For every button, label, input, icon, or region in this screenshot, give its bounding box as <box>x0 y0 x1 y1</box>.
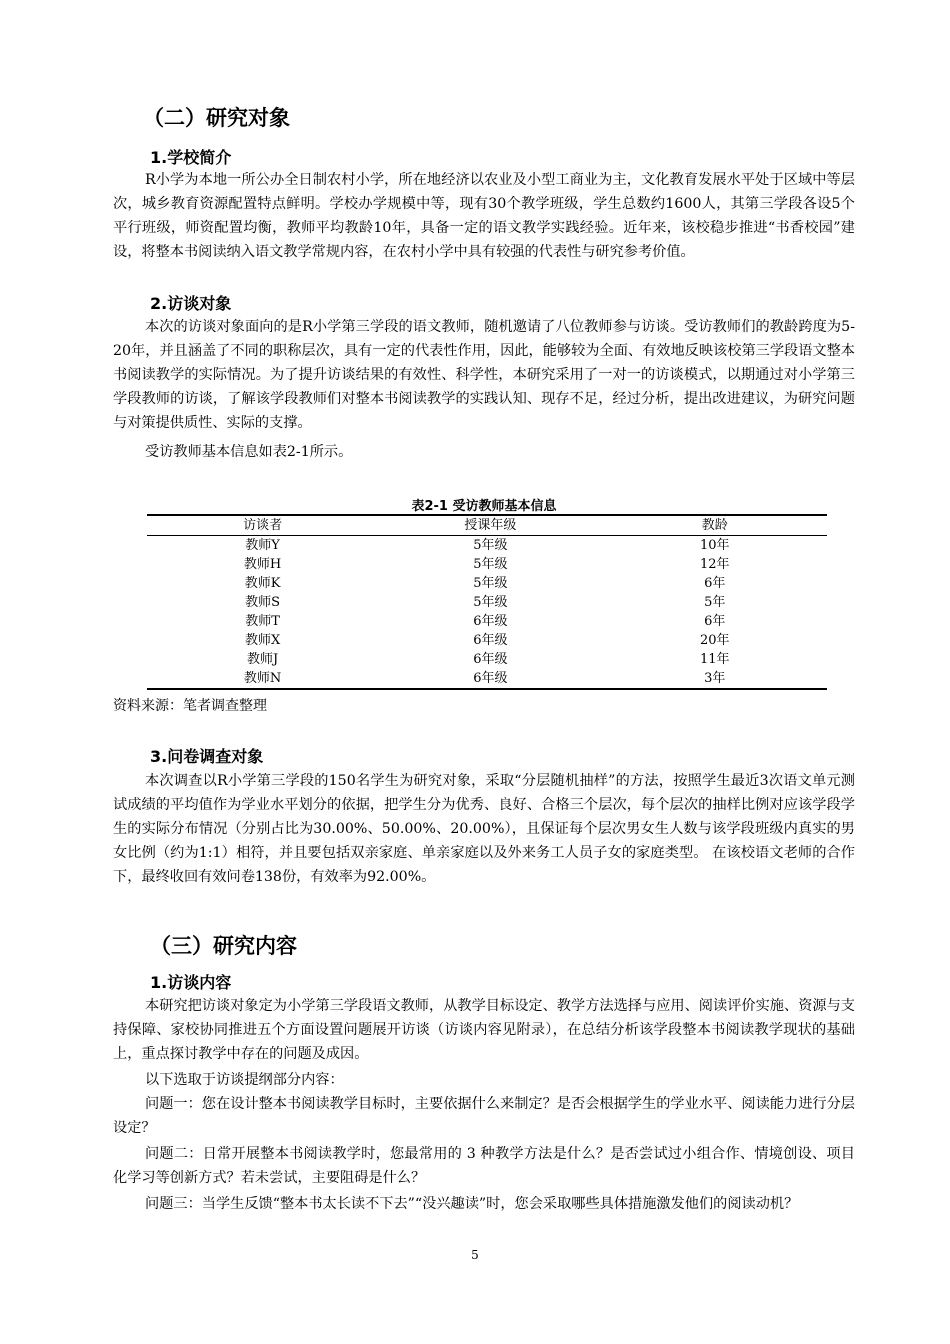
paragraph-question-2: 问题二：日常开展整本书阅读教学时，您最常用的 3 种教学方法是什么？是否尝试过小组合作、情境创设、项目化学习等创新方式？若未尝试，主要阻碍是什么？ <box>113 1146 855 1186</box>
cell-interviewee: 教师T <box>245 614 280 629</box>
subheading-school-intro: 1.学校简介 <box>150 148 232 167</box>
cell-years: 10年 <box>700 538 730 553</box>
table-caption: 表2-1 受访教师基本信息 <box>411 499 557 514</box>
cell-interviewee: 教师J <box>246 652 279 667</box>
paragraph-survey-subjects: 本次调查以R小学第三学段的150名学生为研究对象，采取“分层随机抽样”的方法，按照学生最近3次语文单元测试成绩的平均值作为学业水平划分的依据，把学生分为优秀、良好、合格三个层次，每个层次的抽样比例对应该学段学生的实际分布情况（分别占比为30.00%、50.00%、20.00%），且保证每个层次男女生人数与该学段班级内真实的男女比例（约为1:1）相符，并且要包括双亲家庭、单亲家庭以及外来务工人员子女的家庭类型。 在该校语文老师的合作下，最终收回有效问卷138份，有效率为92.00%。 <box>113 773 855 885</box>
cell-interviewee: 教师N <box>243 671 282 686</box>
table-row <box>147 669 827 689</box>
cell-grade: 5年级 <box>473 538 508 553</box>
page-number: 5 <box>471 1248 479 1262</box>
table-row <box>147 612 827 631</box>
cell-years: 5年 <box>704 595 726 610</box>
cell-grade: 6年级 <box>473 614 508 629</box>
cell-grade: 5年级 <box>473 557 508 572</box>
paragraph-school-intro: R小学为本地一所公办全日制农村小学，所在地经济以农业及小型工商业为主，文化教育发展水平处于区域中等层次，城乡教育资源配置特点鲜明。学校办学规模中等，现有30个教学班级，学生总数约1600人，其第三学段各设5个平行班级，师资配置均衡，教师平均教龄10年，具备一定的语文教学实践经验。近年来，该校稳步推进“书香校园”建设，将整本书阅读纳入语文教学常规内容，在农村小学中具有较强的代表性与研究参考价值。 <box>113 172 855 260</box>
cell-years: 3年 <box>704 671 726 686</box>
cell-grade: 6年级 <box>473 633 508 648</box>
cell-interviewee: 教师Y <box>245 538 280 553</box>
section-heading-research-content: （三）研究内容 <box>150 934 297 958</box>
section-heading-research-objects: （二）研究对象 <box>143 106 290 130</box>
table-row <box>147 536 827 556</box>
cell-interviewee: 教师X <box>244 633 281 648</box>
column-header-years: 教龄 <box>701 518 728 533</box>
table-header-row <box>147 515 827 536</box>
table-source-note: 资料来源：笔者调查整理 <box>113 698 267 714</box>
teacher-info-table <box>147 514 827 690</box>
table-row <box>147 574 827 593</box>
paragraph-question-3: 问题三：当学生反馈“整本书太长读不下去”“没兴趣读”时，您会采取哪些具体措施激发他们的阅读动机？ <box>145 1196 799 1212</box>
cell-years: 11年 <box>700 652 730 667</box>
cell-grade: 6年级 <box>473 671 508 686</box>
cell-interviewee: 教师K <box>244 576 281 591</box>
cell-years: 12年 <box>700 557 730 572</box>
paragraph-interview-content: 本研究把访谈对象定为小学第三学段语文教师，从教学目标设定、教学方法选择与应用、阅读评价实施、资源与支持保障、家校协同推进五个方面设置问题展开访谈（访谈内容见附录），在总结分析该学段整本书阅读教学现状的基础上，重点探讨教学中存在的问题及成因。 <box>113 998 855 1062</box>
table-row <box>147 555 827 574</box>
paragraph-outline-intro: 以下选取于访谈提纲部分内容： <box>145 1072 344 1088</box>
cell-grade: 5年级 <box>473 595 508 610</box>
cell-grade: 5年级 <box>473 576 508 591</box>
cell-years: 6年 <box>704 614 726 629</box>
cell-interviewee: 教师H <box>243 557 282 572</box>
paragraph-question-1: 问题一：您在设计整本书阅读教学目标时，主要依据什么来制定？是否会根据学生的学业水平、阅读能力进行分层设定？ <box>113 1096 855 1136</box>
paragraph-interviewees: 本次的访谈对象面向的是R小学第三学段的语文教师，随机邀请了八位教师参与访谈。受访教师们的教龄跨度为5-20年，并且涵盖了不同的职称层次，具有一定的代表性作用，因此，能够较为全面、有效地反映该校第三学段语文整本书阅读教学的实际情况。为了提升访谈结果的有效性、科学性，本研究采用了一对一的访谈模式，以期通过对小学第三学段教师的访谈，了解该学段教师们对整本书阅读教学的实践认知、现存不足，经过分析，提出改进建议，为研究问题与对策提供质性、实际的支撑。 <box>113 319 855 431</box>
cell-years: 20年 <box>700 633 730 648</box>
column-header-interviewee: 访谈者 <box>243 518 283 533</box>
cell-grade: 6年级 <box>473 652 508 667</box>
cell-interviewee: 教师S <box>245 595 281 610</box>
subheading-interview-content: 1.访谈内容 <box>150 973 232 992</box>
paragraph-table-reference: 受访教师基本信息如表2-1所示。 <box>145 444 353 460</box>
table-row <box>147 650 827 669</box>
cell-years: 6年 <box>704 576 726 591</box>
table-row <box>147 593 827 612</box>
subheading-survey-subjects: 3.问卷调查对象 <box>150 747 264 766</box>
subheading-interviewees: 2.访谈对象 <box>150 294 232 313</box>
column-header-grade: 授课年级 <box>464 518 517 533</box>
table-row <box>147 631 827 650</box>
